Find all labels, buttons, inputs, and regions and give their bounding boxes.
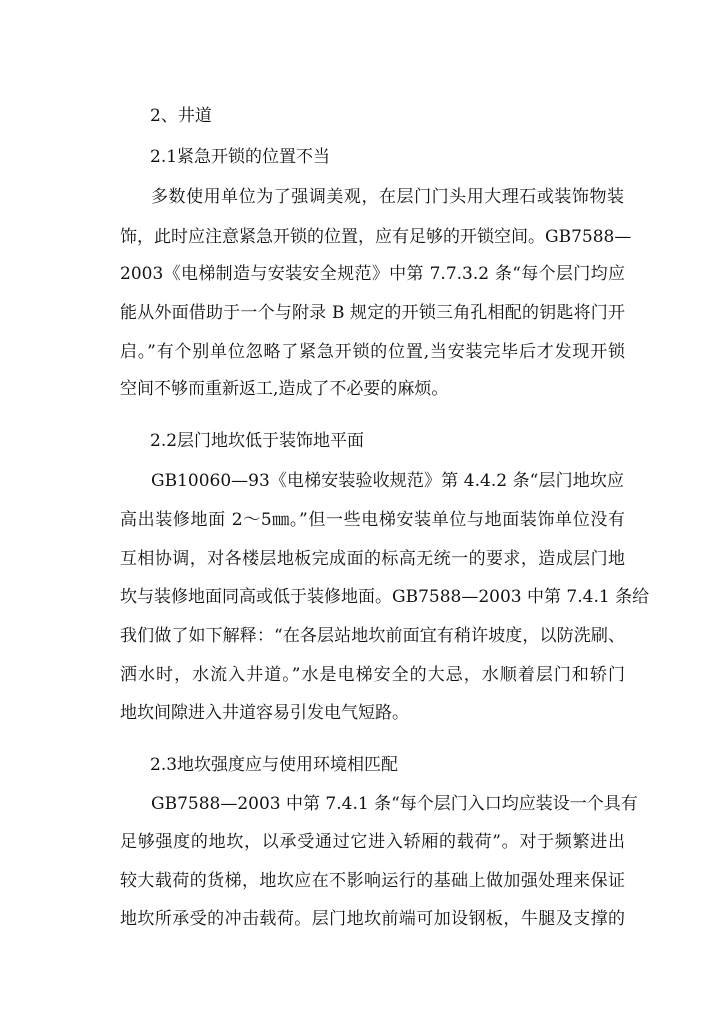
paragraph-line: 空间不够而重新返工,造成了不必要的麻烦。 bbox=[120, 379, 449, 399]
paragraph-line: 较大载荷的货梯，地坎应在不影响运行的基础上做加强处理来保证 bbox=[120, 871, 625, 891]
paragraph-line: 2003《电梯制造与安装安全规范》中第 7.7.3.2 条“每个层门均应 bbox=[120, 264, 625, 284]
paragraph-line: GB10060—93《电梯安装验收规范》第 4.4.2 条“层门地坎应 bbox=[151, 471, 624, 491]
paragraph-line: 互相协调，对各楼层地板完成面的标高无统一的要求，造成层门地 bbox=[120, 549, 625, 569]
paragraph-line: 我们做了如下解释：“在各层站地坎前面宜有稍许坡度，以防洗刷、 bbox=[120, 626, 625, 646]
section-heading-2: 2、井道 bbox=[150, 106, 212, 126]
section-heading-2-2: 2.2层门地坎低于装饰地平面 bbox=[150, 431, 365, 451]
paragraph-line: 地坎所承受的冲击载荷。层门地坎前端可加设钢板，牛腿及支撑的 bbox=[120, 909, 625, 929]
paragraph-line: 多数使用单位为了强调美观，在层门门头用大理石或装饰物装 bbox=[151, 187, 624, 207]
paragraph-line: 地坎间隙进入井道容易引发电气短路。 bbox=[120, 703, 409, 723]
paragraph-line: GB7588—2003 中第 7.4.1 条“每个层门入口均应装设一个具有 bbox=[151, 794, 638, 814]
paragraph-line: 高出装修地面 2～5㎜。”但一些电梯安装单位与地面装饰单位没有 bbox=[120, 510, 625, 530]
paragraph-line: 启。”有个别单位忽略了紧急开锁的位置,当安装完毕后才发现开锁 bbox=[120, 342, 625, 362]
paragraph-line: 足够强度的地坎，以承受通过它进入轿厢的载荷”。对于频繁进出 bbox=[120, 832, 625, 852]
paragraph-line: 坎与装修地面同高或低于装修地面。GB7588—2003 中第 7.4.1 条给 bbox=[120, 587, 650, 607]
paragraph-line: 能从外面借助于一个与附录 B 规定的开锁三角孔相配的钥匙将门开 bbox=[120, 303, 625, 323]
paragraph-line: 洒水时，水流入井道。”水是电梯安全的大忌，水顺着层门和轿门 bbox=[120, 665, 625, 685]
section-heading-2-1: 2.1紧急开锁的位置不当 bbox=[150, 147, 331, 167]
paragraph-line: 饰，此时应注意紧急开锁的位置，应有足够的开锁空间。GB7588— bbox=[120, 227, 632, 247]
section-heading-2-3: 2.3地坎强度应与使用环境相匹配 bbox=[150, 755, 399, 775]
